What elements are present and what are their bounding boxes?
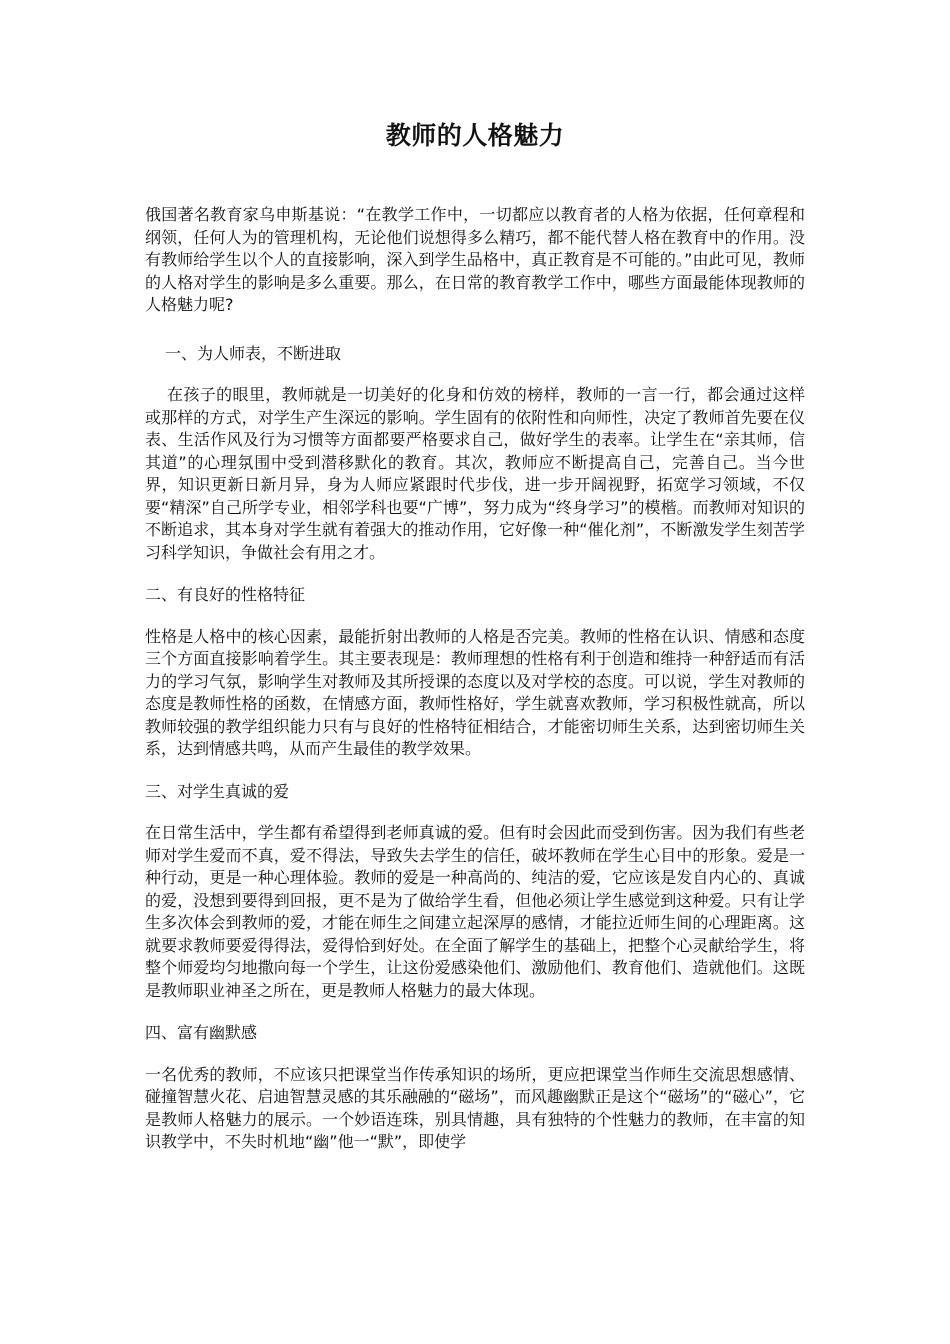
section-heading-2: 二、有良好的性格特征: [145, 585, 306, 604]
section-paragraph-1: 在孩子的眼里，教师就是一切美好的化身和仿效的榜样，教师的一言一行，都会通过这样或那样的方式，对学生产生深远的影响。学生固有的依附性和向师性，决定了教师首先要在仪表、生活作风及行为习惯等方面都要严格要求自己，做好学生的表率。让学生在“亲其师，信其道”的心理氛围中受到潜移默化的教育。其次，教师应不断提高自己，完善自己。当今世界，知识更新日新月异，身为人师应紧跟时代步伐，进一步开阔视野，拓宽学习领域，不仅要“精深”自己所学专业，相邻学科也要“广博”，努力成为“终身学习”的模楷。而教师对知识的不断追求，其本身对学生就有着强大的推动作用，它好像一种“催化剂”，不断激发学生刻苦学习科学知识，争做社会有用之才。: [145, 385, 805, 562]
document-body: [145, 204, 805, 1154]
section-paragraph-3: 在日常生活中，学生都有希望得到老师真诚的爱。但有时会因此而受到伤害。因为我们有些老师对学生爱而不真，爱不得法，导致失去学生的信任，破坏教师在学生心目中的形象。爱是一种行动，更是一种心理体验。教师的爱是一种高尚的、纯洁的爱，它应该是发自内心的、真诚的爱，没想到要得到回报，更不是为了做给学生看，但他必须让学生感觉到这种爱。只有让学生多次体会到教师的爱，才能在师生之间建立起深厚的感情，才能拉近师生间的心理距离。这就要求教师要爱得得法，爱得恰到好处。在全面了解学生的基础上，把整个心灵献给学生，将整个师爱均匀地撒向每一个学生，让这份爱感染他们、激励他们、教育他们、造就他们。这既是教师职业神圣之所在，更是教师人格魅力的最大体现。: [145, 823, 805, 1000]
section-heading-3: 三、对学生真诚的爱: [145, 781, 290, 801]
document-title: 教师的人格魅力: [385, 121, 565, 150]
section-heading-4: 四、富有幽默感: [145, 1023, 258, 1042]
section-heading-1: 一、为人师表，不断进取: [165, 343, 342, 363]
section-paragraph-2: 性格是人格中的核心因素，最能折射出教师的人格是否完美。教师的性格在认识、情感和态度三个方面直接影响着学生。其主要表现是：教师理想的性格有利于创造和维持一种舒适而有活力的学习气氛，影响学生对教师及其所授课的态度以及对学校的态度。可以说，学生对教师的态度是教师性格的函数，在情感方面，教师性格好，学生就喜欢教师，学习积极性就高，所以教师较强的教学组织能力只有与良好的性格特征相结合，才能密切师生关系，达到密切师生关系，达到情感共鸣，从而产生最佳的教学效果。: [145, 626, 805, 758]
section-paragraph-4: 一名优秀的教师，不应该只把课堂当作传承知识的场所，更应把课堂当作师生交流思想感情、碰撞智慧火花、启迪智慧灵感的其乐融融的“磁场”，而风趣幽默正是这个“磁场”的“磁心”，它是教师人格魅力的展示。一个妙语连珠，别具情趣，具有独特的个性魅力的教师，在丰富的知识教学中，不失时机地“幽”他一“默”，即使学: [145, 1064, 805, 1151]
intro-paragraph: 俄国著名教育家乌申斯基说：“在教学工作中，一切都应以教育者的人格为依据，任何章程和纲领，任何人为的管理机构，无论他们说想得多么精巧，都不能代替人格在教育中的作用。没有教师给学生以个人的直接影响，深入到学生品格中，真正教育是不可能的。”由此可见，教师的人格对学生的影响是多么重要。那么，在日常的教育教学工作中，哪些方面最能体现教师的人格魅力呢?: [145, 205, 805, 314]
